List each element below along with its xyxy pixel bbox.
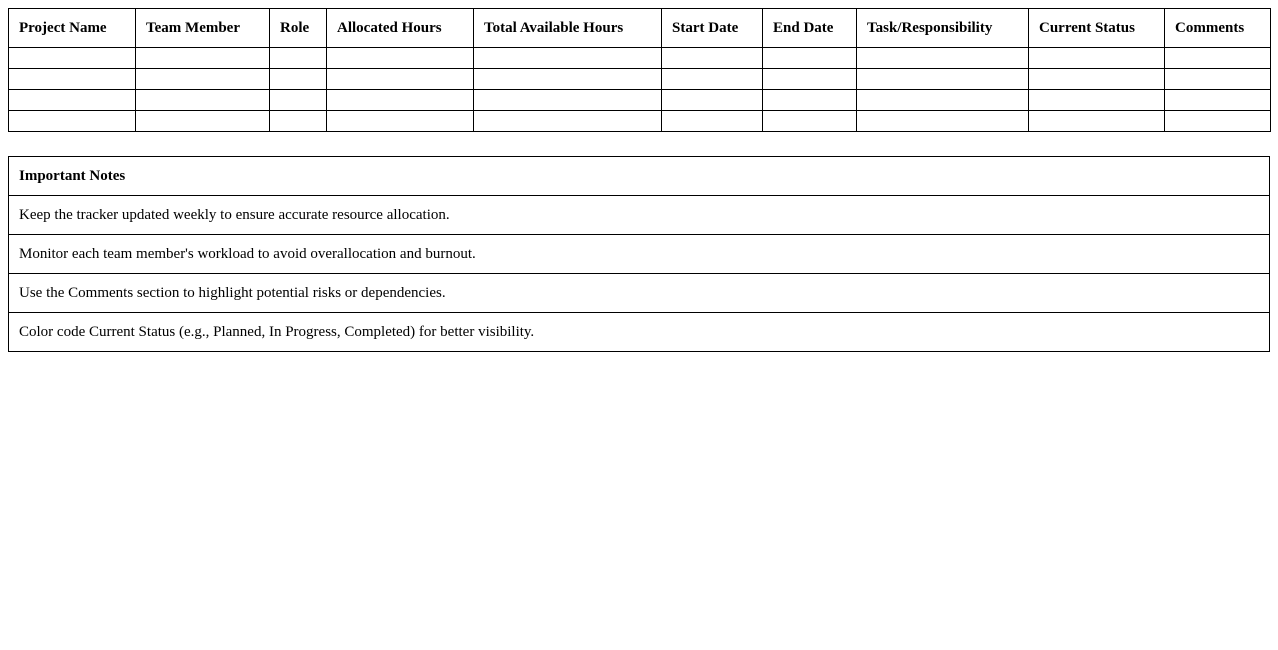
table-header-row <box>9 9 1271 48</box>
table-row <box>9 69 1271 90</box>
table-cell[interactable] <box>9 111 136 132</box>
table-cell[interactable] <box>474 111 662 132</box>
important-notes-table <box>8 156 1270 352</box>
table-row <box>9 48 1271 69</box>
table-cell[interactable] <box>1029 69 1165 90</box>
table-cell[interactable] <box>1029 48 1165 69</box>
table-cell[interactable] <box>1029 90 1165 111</box>
table-cell[interactable] <box>474 48 662 69</box>
notes-row <box>9 235 1270 274</box>
table-cell[interactable] <box>763 90 857 111</box>
table-cell[interactable] <box>136 69 270 90</box>
table-cell[interactable] <box>857 48 1029 69</box>
table-cell[interactable] <box>1165 111 1271 132</box>
column-header-current-status: Current Status <box>1029 9 1165 48</box>
table-cell[interactable] <box>1029 111 1165 132</box>
column-header-team-member: Team Member <box>136 9 270 48</box>
table-cell[interactable] <box>662 48 763 69</box>
table-cell[interactable] <box>1165 69 1271 90</box>
notes-row <box>9 196 1270 235</box>
note-item: Color code Current Status (e.g., Planned, In Progress, Completed) for better visibility. <box>9 313 1270 352</box>
table-cell[interactable] <box>1165 90 1271 111</box>
column-header-end-date: End Date <box>763 9 857 48</box>
table-cell[interactable] <box>136 48 270 69</box>
table-cell[interactable] <box>327 69 474 90</box>
table-cell[interactable] <box>270 90 327 111</box>
table-cell[interactable] <box>136 90 270 111</box>
table-cell[interactable] <box>136 111 270 132</box>
notes-header-row <box>9 157 1270 196</box>
notes-row <box>9 313 1270 352</box>
column-header-total-available-hours: Total Available Hours <box>474 9 662 48</box>
table-cell[interactable] <box>662 90 763 111</box>
table-cell[interactable] <box>857 69 1029 90</box>
column-header-task-responsibility: Task/Responsibility <box>857 9 1029 48</box>
table-cell[interactable] <box>857 90 1029 111</box>
column-header-allocated-hours: Allocated Hours <box>327 9 474 48</box>
notes-row <box>9 274 1270 313</box>
table-cell[interactable] <box>327 90 474 111</box>
column-header-comments: Comments <box>1165 9 1271 48</box>
table-row <box>9 111 1271 132</box>
table-cell[interactable] <box>327 111 474 132</box>
table-cell[interactable] <box>662 111 763 132</box>
table-cell[interactable] <box>763 111 857 132</box>
resource-tracker-table <box>8 8 1271 132</box>
column-header-project-name: Project Name <box>9 9 136 48</box>
table-cell[interactable] <box>474 90 662 111</box>
table-cell[interactable] <box>327 48 474 69</box>
table-row <box>9 90 1271 111</box>
notes-heading: Important Notes <box>9 157 1270 196</box>
table-cell[interactable] <box>9 69 136 90</box>
table-cell[interactable] <box>270 69 327 90</box>
table-cell[interactable] <box>270 111 327 132</box>
note-item: Use the Comments section to highlight potential risks or dependencies. <box>9 274 1270 313</box>
table-cell[interactable] <box>9 90 136 111</box>
table-cell[interactable] <box>9 48 136 69</box>
table-cell[interactable] <box>270 48 327 69</box>
table-cell[interactable] <box>763 69 857 90</box>
table-cell[interactable] <box>857 111 1029 132</box>
table-cell[interactable] <box>474 69 662 90</box>
table-cell[interactable] <box>662 69 763 90</box>
table-cell[interactable] <box>763 48 857 69</box>
column-header-role: Role <box>270 9 327 48</box>
note-item: Keep the tracker updated weekly to ensure accurate resource allocation. <box>9 196 1270 235</box>
note-item: Monitor each team member's workload to avoid overallocation and burnout. <box>9 235 1270 274</box>
column-header-start-date: Start Date <box>662 9 763 48</box>
table-cell[interactable] <box>1165 48 1271 69</box>
